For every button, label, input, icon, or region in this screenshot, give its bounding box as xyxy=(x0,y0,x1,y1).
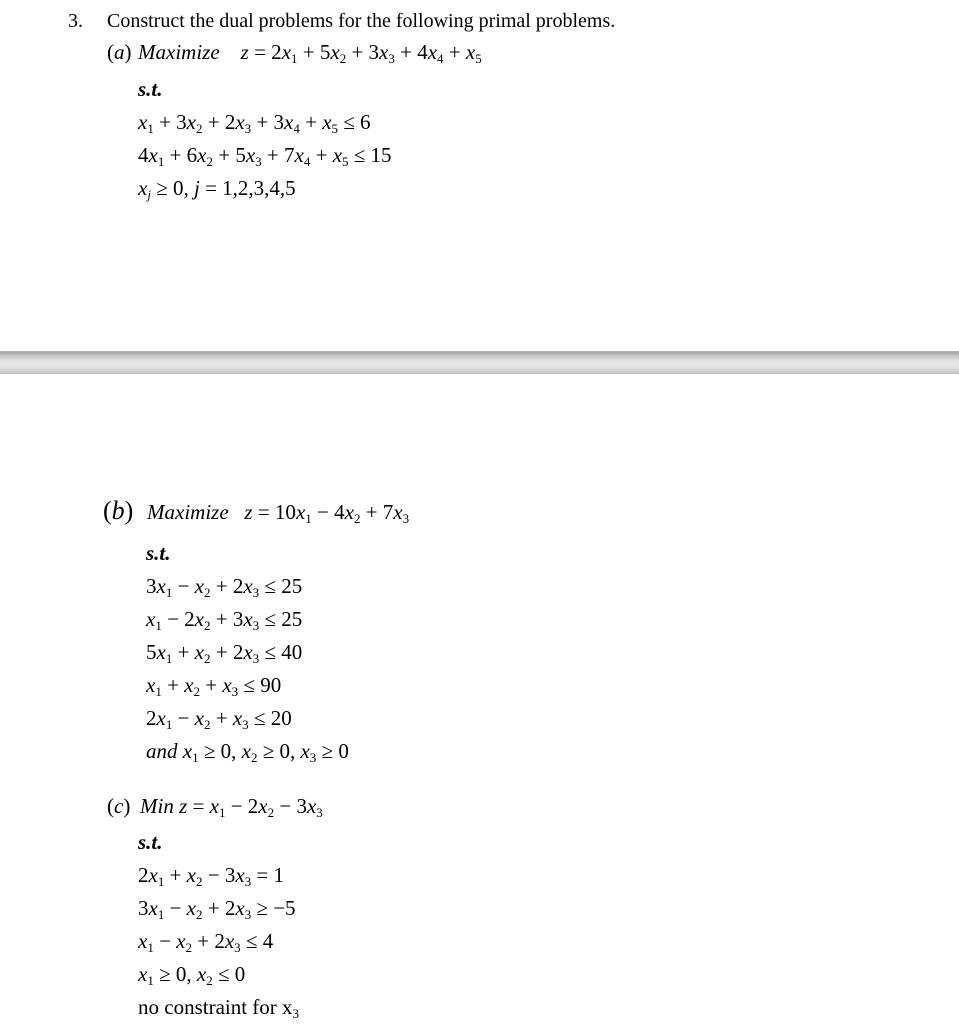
constraint-line: $5x_1 + x_2 + 2x_3 \le 40$ xyxy=(146,640,303,666)
subject-to-label: s.t. xyxy=(138,830,163,854)
subject-to-label: s.t. xyxy=(138,77,163,101)
objective-row xyxy=(107,790,323,823)
problem-title: Construct the dual problems for the following primal problems. xyxy=(107,10,616,32)
constraint-line: $2x_1 - x_2 + x_3 \le 20$ xyxy=(146,706,292,732)
part-label: (c) xyxy=(107,794,131,818)
constraints-block xyxy=(107,73,482,205)
problem-part xyxy=(107,36,482,205)
constraint-line: $4x_1 + 6x_2 + 5x_3 + 7x_4 + x_5 \le 15$ xyxy=(138,143,392,169)
part-label: (b) xyxy=(103,496,134,525)
constraint-line: $x_1 \ge 0$, $x_2 \le 0$ xyxy=(138,962,246,988)
constraint-line: $3x_1 - x_2 + 2x_3 \ge -5$ xyxy=(138,896,296,922)
constraint-line: $x_j \ge 0$, j = 1,2,3,4,5 xyxy=(138,176,296,202)
constraint-line: $3x_1 - x_2 + 2x_3 \le 25$ xyxy=(146,574,303,600)
objective-line: Maximize $z = 2x_1 + 5x_2 + 3x_3 + 4x_4 + x_5$ xyxy=(138,40,482,66)
objective-line: Min $z = x_1 - 2x_2 - 3x_3$ xyxy=(140,794,323,820)
constraint-line: $x_1 + 3x_2 + 2x_3 + 3x_4 + x_5 \le 6$ xyxy=(138,110,371,136)
constraint-line: $2x_1 + x_2 - 3x_3 = 1$ xyxy=(138,863,285,889)
problem-part xyxy=(103,494,409,768)
constraints-block xyxy=(103,537,409,768)
constraint-line: and $x_1 \ge 0$, $x_2 \ge 0$, $x_3 \ge 0$ xyxy=(146,739,349,765)
objective-line: Maximize $z = 10x_1 - 4x_2 + 7x_3$ xyxy=(147,500,410,526)
constraints-list xyxy=(138,859,323,1024)
objective-row xyxy=(103,494,409,527)
constraints-block xyxy=(107,826,323,1024)
constraint-line: $x_1 - x_2 + 2x_3 \le 4$ xyxy=(138,929,274,955)
page-break-divider xyxy=(0,351,959,374)
problem-number: 3. xyxy=(68,10,83,32)
constraints-list xyxy=(138,106,482,205)
constraints-list xyxy=(146,570,409,768)
objective-row xyxy=(107,36,482,69)
constraint-line: $x_1 + x_2 + x_3 \le 90$ xyxy=(146,673,282,699)
constraint-line: no constraint for $x_3$ xyxy=(138,995,300,1021)
problem-part xyxy=(107,790,323,1024)
part-label: (a) xyxy=(107,40,132,64)
problem-header xyxy=(68,8,615,34)
constraint-line: $x_1 - 2x_2 + 3x_3 \le 25$ xyxy=(146,607,303,633)
subject-to-label: s.t. xyxy=(146,541,171,565)
